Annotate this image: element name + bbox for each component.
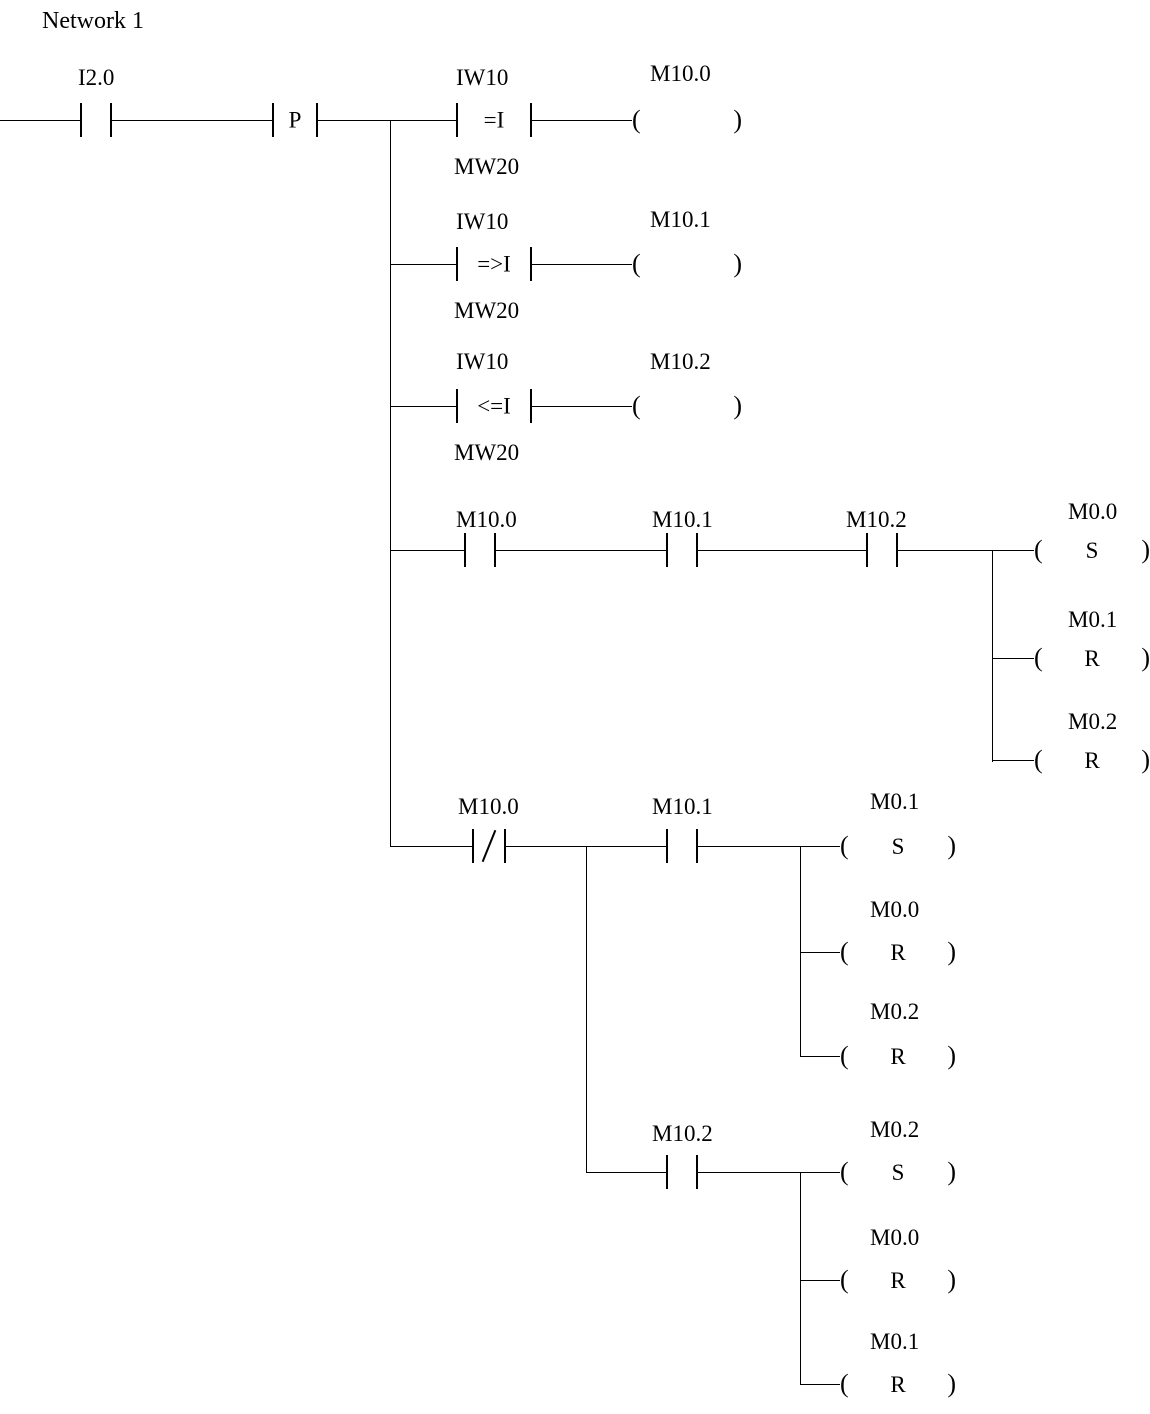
coil-label-m0-0-reset-c: M0.0 [870,1225,920,1250]
coil-paren-right: ) [1141,535,1150,564]
output-bus-rung4 [992,550,993,762]
coil-paren-right: ) [1141,745,1150,774]
coil-paren-left: ( [840,1157,849,1186]
contact-label-m10-1-a: M10.1 [652,507,713,532]
coil-label-m0-2-set: M0.2 [870,1117,920,1142]
contact-label-m10-2-b: M10.2 [652,1121,713,1146]
cmp-gt-operand-bottom: MW20 [454,298,520,323]
compare-op-le: <=I [477,393,511,419]
coil-label-m0-2-reset: M0.2 [1068,709,1118,734]
coil-type-r: R [890,1268,906,1293]
contact-m10-0-a [464,533,496,567]
coil-paren-right: ) [947,1157,956,1186]
branch-bus-main [390,120,391,846]
output-bus-branch-a [800,846,801,1056]
contact-bar-left [456,389,458,423]
wire-after-p [318,120,390,121]
contact-m10-1-a [666,533,698,567]
contact-label-m10-1-b: M10.1 [652,794,713,819]
contact-bar-left [464,533,466,567]
coil-label-m10-1: M10.1 [650,207,711,232]
coil-paren-left: ( [632,249,641,278]
coil-type-s: S [891,1160,905,1185]
coil-type-r: R [890,1372,906,1397]
coil-type-s: S [891,834,905,859]
contact-bar-left [666,533,668,567]
coil-paren-left: ( [840,831,849,860]
coil-paren-right: ) [733,249,742,278]
contact-label-m10-2-a: M10.2 [846,507,907,532]
coil-label-m10-0: M10.0 [650,61,711,86]
wire-to-coil-m0-1-reset [992,658,1034,659]
coil-label-m10-2: M10.2 [650,349,711,374]
coil-paren-left: ( [840,1041,849,1070]
wire-m10-1-to-outputs-b [698,846,800,847]
output-bus-branch-b [800,1172,801,1384]
wire-to-coil-m0-0-reset-c [800,1280,840,1281]
contact-bar-left [666,829,668,863]
wire-to-coil-m0-2-set [800,1172,840,1173]
coil-type-s: S [1085,538,1099,563]
contact-bar-left [80,103,82,137]
wire-to-m10-0-nc [390,846,472,847]
branch-bus-sub [586,846,587,1172]
coil-type-r: R [1084,748,1100,773]
cmp-eq-operand-top: IW10 [456,65,509,90]
coil-paren-left: ( [632,105,641,134]
contact-m10-2-a [866,533,898,567]
coil-label-m0-1-reset: M0.1 [1068,607,1118,632]
cmp-eq-operand-bottom: MW20 [454,154,520,179]
wire-cmp-eq-to-coil [532,120,632,121]
contact-label-m10-0-nc: M10.0 [458,794,519,819]
contact-bar-left [666,1155,668,1189]
coil-paren-right: ) [1141,643,1150,672]
coil-label-m0-1-set: M0.1 [870,789,920,814]
compare-block-eq [456,103,532,137]
wire-to-coil-m0-2-reset [992,760,1034,761]
coil-paren-right: ) [947,831,956,860]
wire-to-coil-m0-1-set [800,846,840,847]
wire-to-coil-m0-1-reset-c [800,1384,840,1385]
wire-to-coil-m0-0-set [992,550,1034,551]
rail-segment-left [0,120,80,121]
wire-to-m10-2-b [586,1172,666,1173]
contact-bar-left [456,103,458,137]
wire-to-coil-m0-2-reset-b [800,1056,840,1057]
coil-paren-right: ) [733,105,742,134]
wire-to-m10-0-contact [390,550,464,551]
wire-m10-0-to-m10-1 [496,550,666,551]
contact-m10-1-b [666,829,698,863]
coil-paren-right: ) [947,1041,956,1070]
coil-paren-right: ) [947,937,956,966]
coil-label-m0-2-reset-b: M0.2 [870,999,920,1024]
wire-to-cmp-eq [390,120,456,121]
contact-bar-left [272,103,274,137]
compare-op-eq: =I [483,107,505,133]
coil-type-r: R [890,1044,906,1069]
wire-cmp-gt-to-coil [532,264,632,265]
coil-paren-right: ) [733,391,742,420]
wire-after-m10-0-nc [506,846,586,847]
coil-paren-left: ( [1034,745,1043,774]
coil-label-m0-0-reset-b: M0.0 [870,897,920,922]
contact-m10-0-nc [472,829,506,863]
contact-label-i2-0: I2.0 [78,65,115,90]
coil-paren-right: ) [947,1369,956,1398]
coil-paren-left: ( [840,1369,849,1398]
cmp-gt-operand-top: IW10 [456,209,509,234]
coil-paren-left: ( [840,1265,849,1294]
coil-paren-left: ( [1034,535,1043,564]
coil-label-m0-0-set: M0.0 [1068,499,1118,524]
contact-nc-slash [482,830,497,862]
network-title: Network 1 [42,8,144,34]
wire-to-cmp-le [390,406,456,407]
contact-m10-2-b [666,1155,698,1189]
compare-block-le [456,389,532,423]
coil-paren-left: ( [840,937,849,966]
contact-bar-left [456,247,458,281]
wire-m10-1-to-m10-2 [698,550,866,551]
coil-paren-left: ( [1034,643,1043,672]
contact-bar-left [472,829,474,863]
coil-paren-right: ) [947,1265,956,1294]
coil-type-r: R [1084,646,1100,671]
contact-p-label: P [288,107,302,133]
coil-label-m0-1-reset-c: M0.1 [870,1329,920,1354]
wire-to-cmp-gt [390,264,456,265]
cmp-le-operand-bottom: MW20 [454,440,520,465]
wire-m10-2-to-outputs-b [698,1172,800,1173]
wire-cmp-le-to-coil [532,406,632,407]
wire-to-m10-1-b [586,846,666,847]
cmp-le-operand-top: IW10 [456,349,509,374]
compare-op-gt: =>I [477,251,511,277]
contact-positive-edge-p [272,103,318,137]
contact-label-m10-0-a: M10.0 [456,507,517,532]
coil-type-r: R [890,940,906,965]
wire-after-i2-0 [112,120,272,121]
contact-i2-0 [80,103,112,137]
contact-bar-left [866,533,868,567]
compare-block-gt [456,247,532,281]
wire-to-coil-m0-0-reset-b [800,952,840,953]
coil-paren-left: ( [632,391,641,420]
